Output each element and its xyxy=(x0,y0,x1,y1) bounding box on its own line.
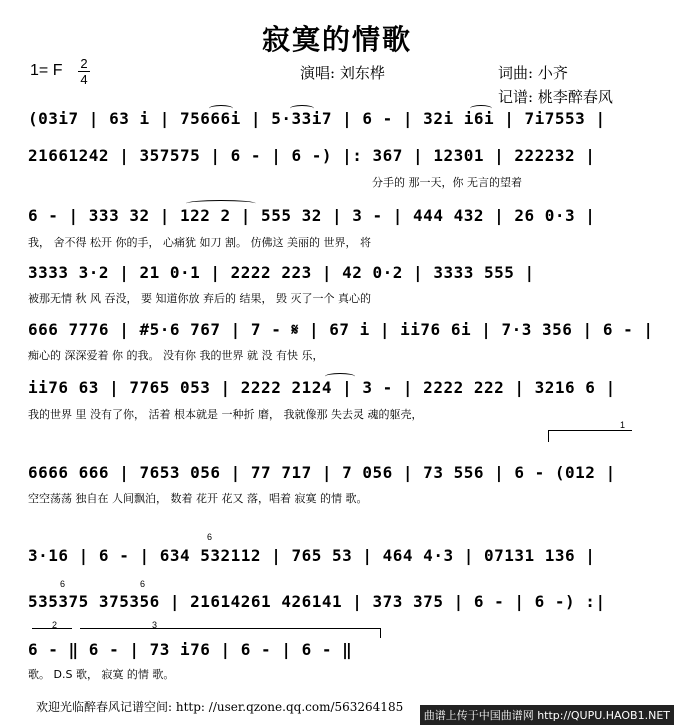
footer-text: 欢迎光临醉春风记谱空间: http: //user.qzone.qq.com/563264185 xyxy=(36,700,404,714)
time-signature-bottom: 4 xyxy=(80,72,88,87)
tuplet-label-row-9b: 6 xyxy=(140,579,146,589)
transcriber-credit: 记谱: 桃李醉春风 xyxy=(498,88,613,106)
tuplet-label-row-8: 6 xyxy=(207,532,213,542)
score-row-8-notes: 3·16 | 6 - | 634 532112 | 765 53 | 464 4·3 | 07131 136 | xyxy=(28,546,596,565)
volta-1-bracket xyxy=(548,430,632,431)
slur-mark xyxy=(209,105,233,112)
score-row-3-notes: 6 - | 333 32 | 122 2 | 555 32 | 3 - | 444 432 | 26 0·3 | xyxy=(28,206,596,225)
key-signature: 1= F xyxy=(30,62,63,79)
score-row-1-notes: (03i7 | 63 i | 75666i | 5·33i7 | 6 - | 32i i6i | 7i7553 | xyxy=(28,109,606,128)
watermark-credit: 曲谱上传于中国曲谱网 http://QUPU.HAOB1.NET xyxy=(420,705,674,725)
slur-mark xyxy=(186,200,256,207)
tuplet-label-row-9a: 6 xyxy=(60,579,66,589)
volta-3-bracket-edge xyxy=(380,628,381,638)
score-row-2-notes: 21661242 | 357575 | 6 - | 6 -) |: 367 | 12301 | 222232 | xyxy=(28,146,596,165)
score-row-7-notes: 6666 666 | 7653 056 | 77 717 | 7 056 | 73 556 | 6 - (012 | xyxy=(28,463,616,482)
score-row-3-lyrics: 我， 舍不得 松开 你的手， 心痛犹 如刀 割。 仿佛这 美丽的 世界， 将 xyxy=(28,236,371,249)
score-row-6-notes: ii76 63 | 7765 053 | 2222 2124 | 3 - | 2222 222 | 3216 6 | xyxy=(28,378,616,397)
score-row-9-notes: 535375 375356 | 21614261 426141 | 373 375 | 6 - | 6 -) :| xyxy=(28,592,606,611)
score-row-7-lyrics: 空空荡荡 独自在 人间飘泊， 数着 花开 花又 落，唱着 寂寞 的情 歌。 xyxy=(28,492,368,505)
slur-mark xyxy=(325,373,355,380)
score-row-4-notes: 3333 3·2 | 21 0·1 | 2222 223 | 42 0·2 | 3333 555 | xyxy=(28,263,535,282)
composer-credit: 词曲: 小齐 xyxy=(498,64,568,82)
score-row-5-notes: 666 7776 | #5·6 767 | 7 - 𝄋 | 67 i | ii76 6i | 7·3 356 | 6 - | xyxy=(28,320,654,339)
volta-3-bracket xyxy=(80,628,380,629)
slur-mark xyxy=(290,105,314,112)
score-row-10-notes: 6 - ‖ 6 - | 73 i76 | 6 - | 6 - ‖ xyxy=(28,640,353,659)
page-title: 寂寞的情歌 xyxy=(261,23,412,56)
singer-credit: 演唱: 刘东桦 xyxy=(300,64,385,82)
volta-1-label: 1 xyxy=(620,420,626,430)
score-row-10-lyrics: 歌。 D.S 歌， 寂寞 的情 歌。 xyxy=(28,668,175,681)
time-signature-top: 2 xyxy=(80,56,88,71)
score-row-5-lyrics: 痴心的 深深爱着 你 的我。 没有你 我的世界 就 没 有快 乐， xyxy=(28,349,324,362)
slur-mark xyxy=(470,105,492,112)
volta-3-label: 3 xyxy=(152,620,158,630)
volta-2-label: 2 xyxy=(52,620,58,630)
volta-1-bracket-edge xyxy=(548,430,549,442)
score-row-4-lyrics: 被那无情 秋 风 吞没， 要 知道你放 弃后的 结果， 毁 灭了一个 真心的 xyxy=(28,292,371,305)
score-row-2-lyrics: 分手的 那一天，你 无言的望着 xyxy=(372,176,522,189)
time-signature xyxy=(78,57,90,86)
score-row-6-lyrics: 我的世界 里 没有了你， 活着 根本就是 一种折 磨， 我就像那 失去灵 魂的躯壳， xyxy=(28,408,423,421)
